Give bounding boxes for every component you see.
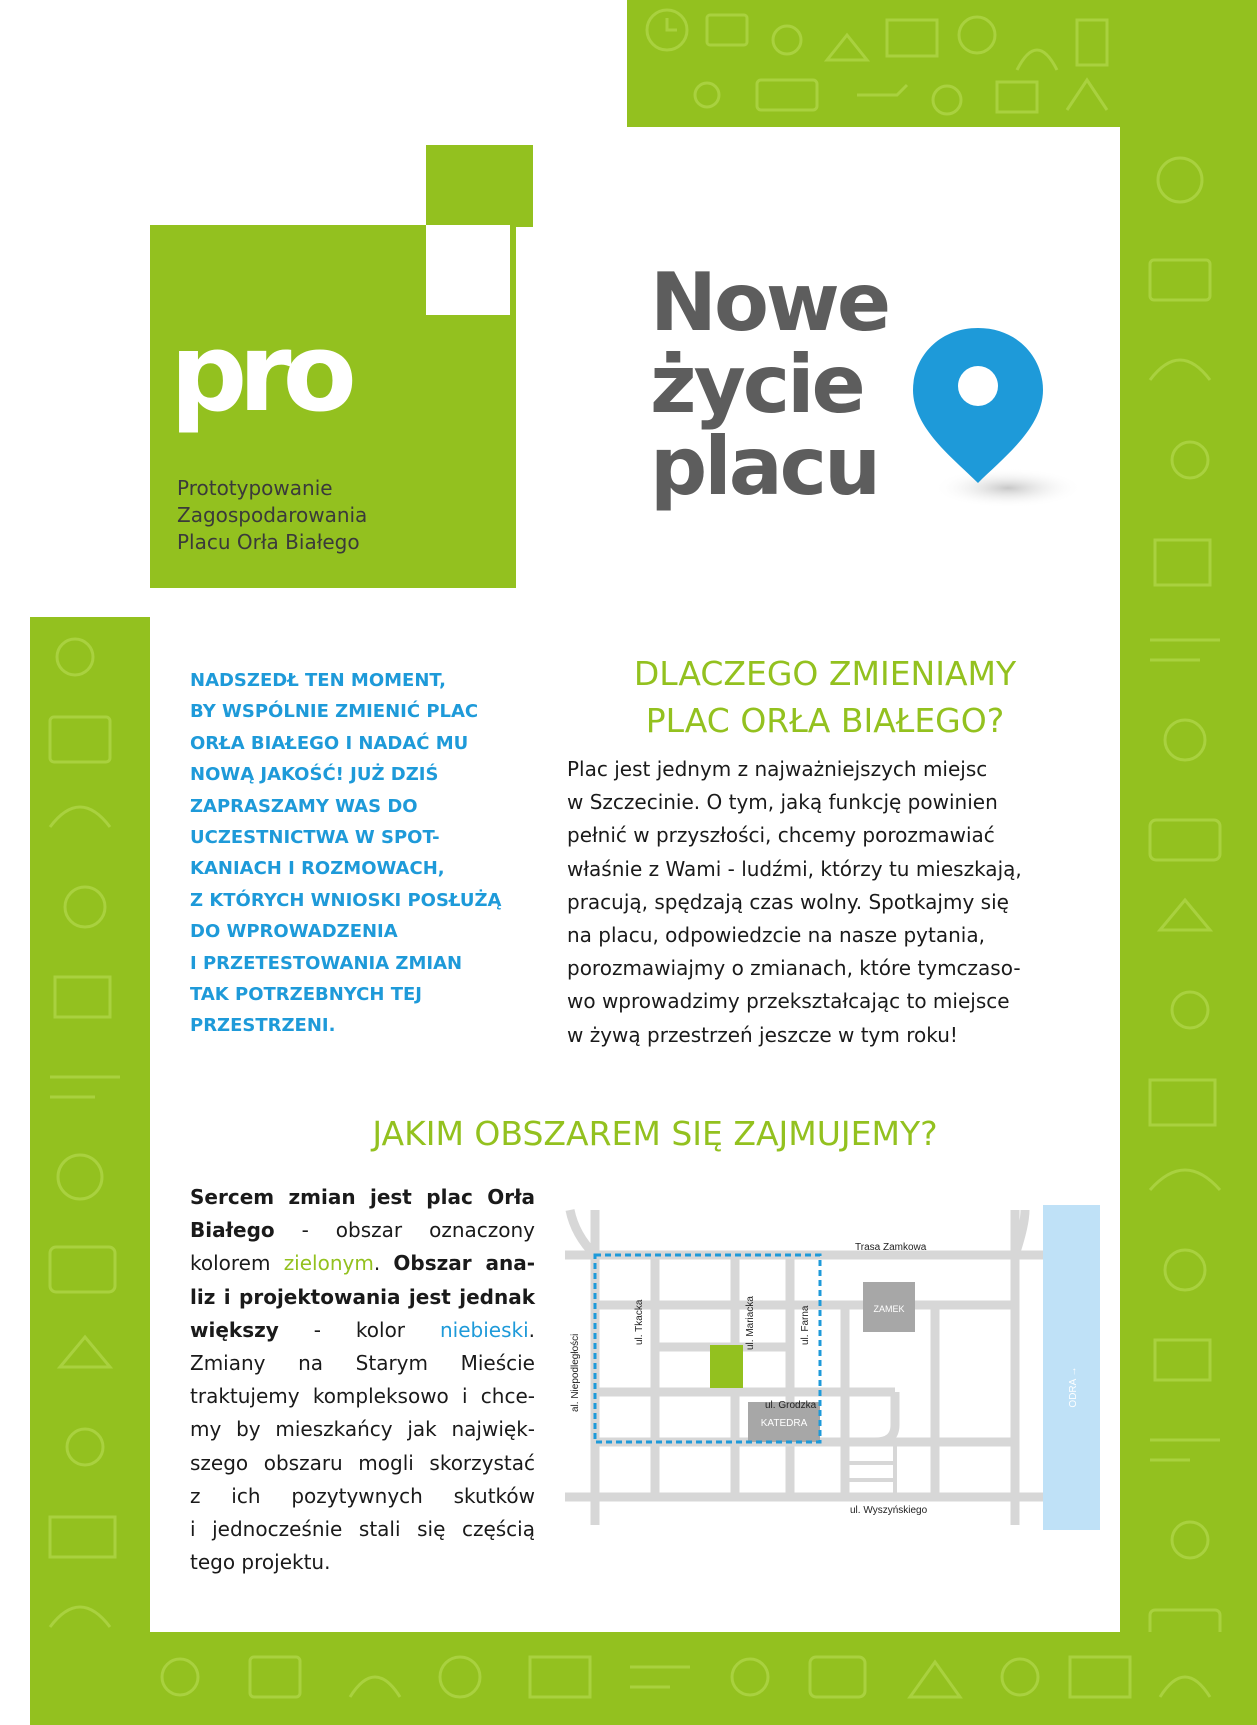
right-green-band — [1120, 0, 1257, 1725]
katedra-label: KATEDRA — [760, 1418, 808, 1429]
why-body-line: Plac jest jednym z najważniejszych miejsc — [567, 757, 988, 781]
area-body-line — [190, 1214, 535, 1247]
bold-text: Białego — [190, 1218, 275, 1243]
why-heading-line: DLACZEGO ZMIENIAMY — [633, 654, 1017, 693]
intro-line: PRZESTRZENI. — [190, 1015, 336, 1037]
street-label: ul. Farna — [800, 1305, 811, 1345]
intro-line: ZAPRASZAMY WAS DO — [190, 795, 418, 817]
street-label: Trasa Zamkowa — [855, 1242, 927, 1253]
logo-white-notch — [426, 225, 510, 315]
icon-pattern — [30, 617, 150, 1725]
why-body-line: w żywą przestrzeń jeszcze w tym roku! — [567, 1022, 958, 1047]
area-body-line: tego projektu. — [190, 1550, 331, 1575]
location-pin-icon — [908, 318, 1078, 518]
bold-text: liz i projektowania jest jednak — [190, 1284, 535, 1309]
text-span: - obszar oznaczony — [274, 1218, 535, 1243]
area-body — [190, 1181, 535, 1579]
zamek-label: ZAMEK — [873, 1304, 905, 1314]
intro-line: ORŁA BIAŁEGO I NADAĆ MU — [190, 732, 469, 754]
logo-subtitle-line: Zagospodarowania — [177, 503, 368, 527]
area-body-line: my by mieszkańcy jak najwięk- — [190, 1417, 535, 1442]
logo-accent-square — [426, 145, 533, 227]
icon-pattern — [1120, 0, 1257, 1725]
area-heading: JAKIM OBSZAREM SIĘ ZAJMUJEMY? — [372, 1114, 938, 1153]
street-label: al. Niepodległości — [570, 1333, 581, 1412]
area-body-line: i jednocześnie stali się częścią — [190, 1517, 535, 1542]
street-label: ul. Mariacka — [745, 1296, 756, 1350]
bold-text: Sercem zmian jest plac Orła — [190, 1185, 535, 1209]
intro-line: NADSZEDŁ TEN MOMENT, — [190, 670, 446, 691]
intro-line: NOWĄ JAKOŚĆ! JUŻ DZIŚ — [190, 764, 439, 786]
area-body-line — [190, 1247, 535, 1280]
intro-line: BY WSPÓLNIE ZMIENIĆ PLAC — [190, 701, 479, 723]
text-span: . — [373, 1251, 394, 1276]
why-body-line: pracują, spędzają czas wolny. Spotkajmy się — [567, 889, 1009, 914]
intro-line: TAK POTRZEBNYCH TEJ — [190, 984, 422, 1006]
title-line: życie — [650, 338, 863, 431]
street-label: ul. Grodzka — [765, 1400, 817, 1411]
area-body-line — [190, 1314, 535, 1347]
why-body — [567, 753, 1064, 1052]
text-span: . — [528, 1317, 535, 1342]
logo-subtitle-line: Prototypowanie — [177, 476, 333, 500]
area-body-line — [190, 1181, 535, 1214]
logo-wordmark: pro — [170, 311, 348, 436]
title-line: placu — [650, 420, 879, 513]
street-label: ul. Wyszyńskiego — [850, 1505, 928, 1516]
intro-text — [190, 665, 530, 1042]
street-small — [845, 1442, 895, 1497]
why-body-line: porozmawiajmy o zmianach, które tymczaso- — [567, 956, 1021, 981]
intro-line: DO WPROWADZENIA — [190, 921, 398, 943]
logo-subtitle — [177, 475, 367, 556]
intro-line: KANIACH I ROZMOWACH, — [190, 858, 445, 880]
green-word: zielonym — [283, 1251, 374, 1276]
intro-line: UCZESTNICTWA W SPOT- — [190, 827, 440, 849]
bold-text: Obszar ana- — [393, 1251, 535, 1276]
why-heading-line: PLAC ORŁA BIAŁEGO? — [645, 701, 1005, 740]
why-body-line: na placu, odpowiedzcie na nasze pytania, — [567, 923, 985, 948]
title-line: Nowe — [650, 256, 889, 349]
blue-word: niebieski — [439, 1317, 529, 1342]
area-body-line — [190, 1281, 535, 1314]
area-body-line: traktujemy kompleksowo i chce- — [190, 1384, 535, 1409]
plac-orla-bialego — [710, 1345, 743, 1388]
street-label: ul. Tkacka — [634, 1299, 645, 1345]
text-span: kolorem — [190, 1251, 284, 1276]
area-body-line: Zmiany na Starym Mieście — [190, 1351, 535, 1376]
why-body-line: w Szczecinie. O tym, jaką funkcję powinien — [567, 790, 998, 815]
river-label: ODRA → — [1068, 1366, 1079, 1408]
page-title — [650, 256, 889, 513]
intro-line: I PRZETESTOWANIA ZMIAN — [190, 952, 463, 974]
left-green-band — [30, 617, 150, 1725]
why-body-line: pełnić w przyszłości, chcemy porozmawiać — [567, 823, 995, 848]
text-span: - kolor — [278, 1317, 440, 1342]
area-body-line: z ich pozytywnych skutków — [190, 1483, 535, 1508]
bottom-green-band — [30, 1632, 1257, 1725]
intro-line: Z KTÓRYCH WNIOSKI POSŁUŻĄ — [190, 889, 502, 911]
area-body-line: szego obszaru mogli skorzystać — [190, 1450, 535, 1475]
why-body-line: wo wprowadzimy przekształcając to miejsce — [567, 989, 1010, 1014]
why-body-line: właśnie z Wami - ludźmi, którzy tu mieszkają, — [567, 856, 1022, 881]
icon-pattern — [30, 1632, 1257, 1725]
bold-text: większy — [190, 1317, 279, 1342]
street-curve — [875, 1392, 895, 1442]
area-map — [565, 1205, 1100, 1530]
logo-subtitle-line: Placu Orła Białego — [177, 530, 360, 554]
why-heading — [560, 650, 1090, 744]
